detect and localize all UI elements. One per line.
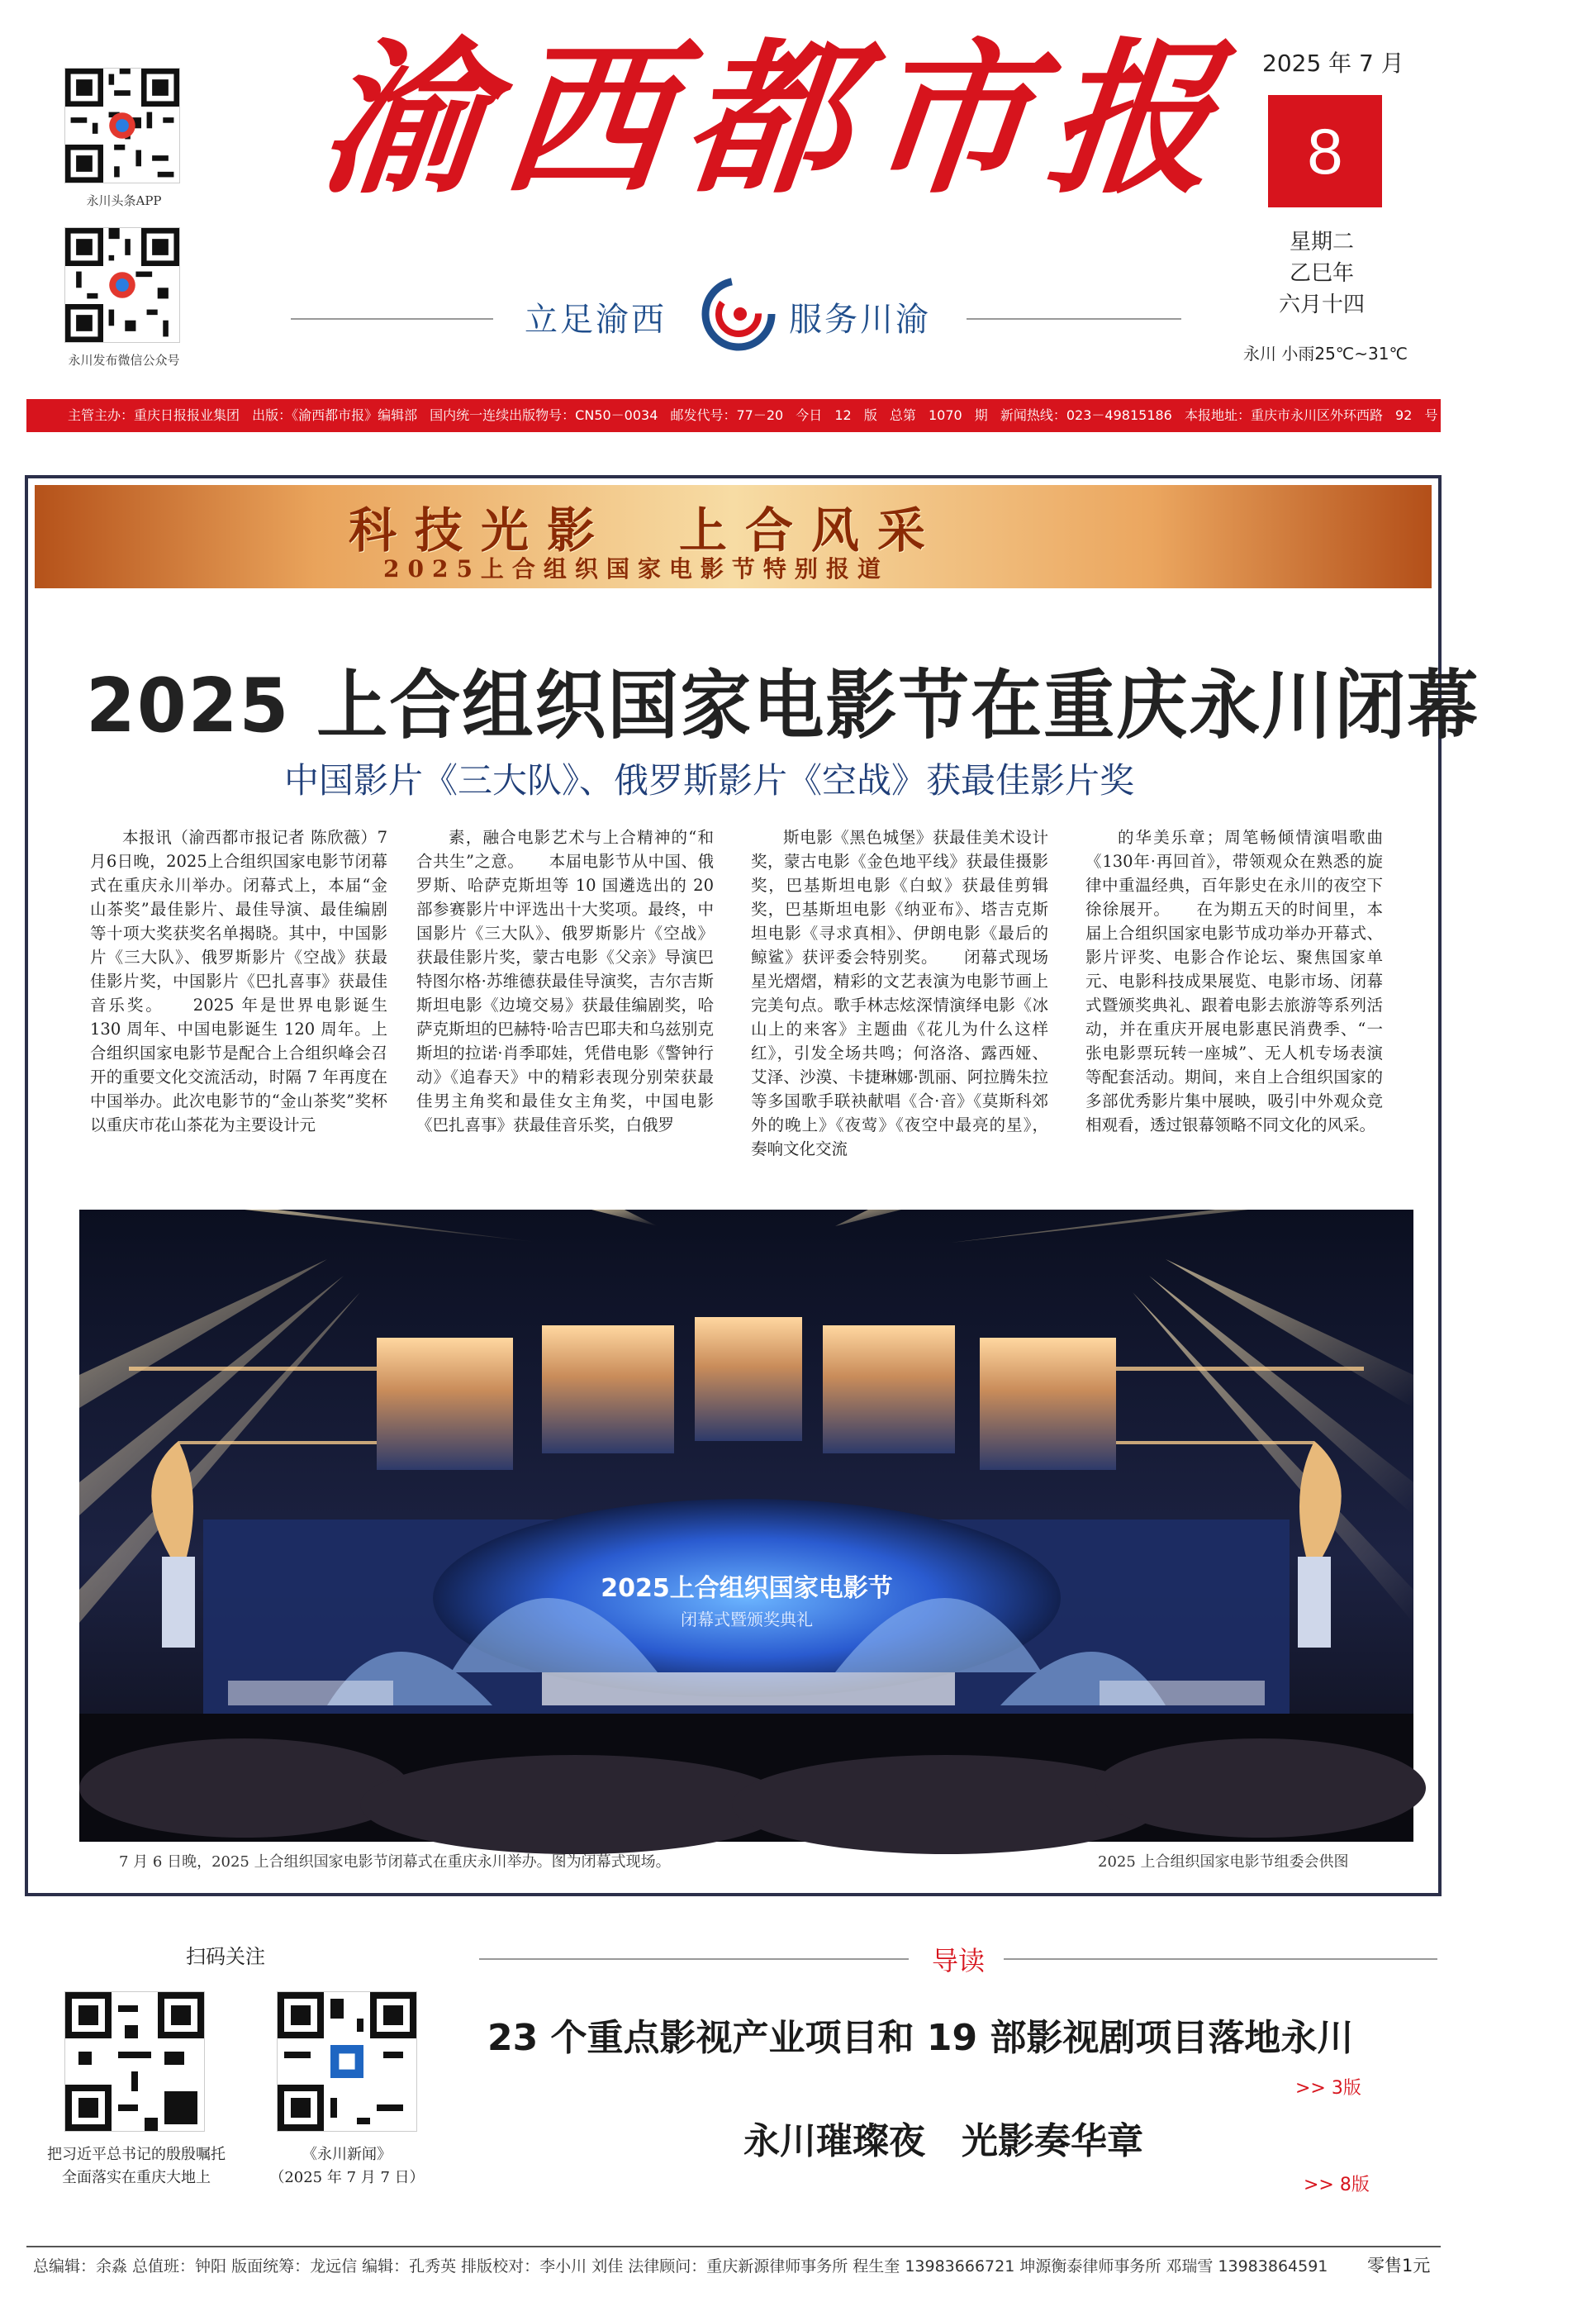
- publication-info-bar: 主管主办：重庆日报报业集团 出版：《渝西都市报》编辑部 国内统一连续出版物号：CN50－0034 邮发代号：77－20 今日 12 版 总第 1070 期 新闻热线：023－49815186 本报地址：重庆市永川区外环西路 92 号 重庆市永川区融媒体中心: [26, 399, 1441, 432]
- banner-subtitle: 2025上合组织国家电影节特别报道: [383, 555, 889, 583]
- qr-pattern-icon: [278, 1992, 416, 2131]
- slogan-divider-right: [967, 318, 1181, 320]
- slogan-left: 立足渝西: [525, 301, 667, 339]
- guide-item-2-title[interactable]: 永川璀璨夜 光影奏华章: [743, 2120, 1143, 2162]
- guide-item-1-page-link[interactable]: >> 3版: [1295, 2078, 1361, 2099]
- stage-illustration: [79, 1210, 1413, 1842]
- issue-ganzhi-year: 乙巳年: [1289, 261, 1354, 286]
- news-qr-caption-1: 《永川新闻》: [302, 2146, 392, 2163]
- news-qr-caption-2: （2025 年 7 月 7 日）: [269, 2169, 425, 2186]
- stage-screen-title: 2025上合组织国家电影节: [601, 1574, 893, 1603]
- wechat-qr-code[interactable]: [64, 227, 180, 343]
- article-column-4: [1085, 825, 1383, 1181]
- issue-year-month: 2025 年 7 月: [1262, 50, 1404, 77]
- wechat-qr-caption: 永川发布微信公众号: [68, 353, 180, 368]
- guide-divider-right: [1004, 1958, 1437, 1960]
- weather-forecast: 永川 小雨25℃~31℃: [1243, 344, 1408, 364]
- guide-divider-left: [479, 1958, 909, 1960]
- editorial-staff-credits: 总编辑：余淼 总值班：钟阳 版面统筹：龙远信 编辑：孔秀英 排版校对：李小川 刘佳 法律顾问：重庆新源律师事务所 程生奎 13983666721 坤源衡泰律师事务所 邓瑞雪 13983864591: [33, 2257, 1328, 2276]
- banner-title: 科技光影 上合风采: [349, 502, 944, 559]
- stage-screen-subtitle: 闭幕式暨颁奖典礼: [681, 1610, 813, 1629]
- closing-ceremony-photo[interactable]: [79, 1210, 1413, 1842]
- lead-headline[interactable]: 2025 上合组织国家电影节在重庆永川闭幕: [86, 662, 1480, 749]
- slogan-divider-left: [291, 318, 493, 320]
- speech-qr-caption-2: 全面落实在重庆大地上: [62, 2169, 211, 2186]
- footer-divider: [26, 2246, 1441, 2247]
- article-column-1: [90, 825, 387, 1181]
- issue-day: 8: [1268, 95, 1382, 207]
- photo-credit: 2025 上合组织国家电影节组委会供图: [1098, 1853, 1349, 1871]
- newspaper-title: 渝西都市报: [311, 22, 1242, 216]
- qr-pattern-icon: [65, 69, 179, 183]
- guide-item-2-page-link[interactable]: >> 8版: [1304, 2175, 1370, 2195]
- article-text: 本报讯（渝西都市报记者 陈欣薇）7月6日晚，2025上合组织国家电影节闭幕式在重庆永川举办。闭幕式上，本届“金山茶奖”最佳影片、最佳导演、最佳编剧等十项大奖获奖名单揭晓。其中，中国影片《三大队》、俄罗斯影片《空战》获最佳影片奖，中国影片《巴扎喜事》获最佳音乐奖。 2025 年是世界电影诞生 130 周年、中国电影诞生 120 周年。上合组织国家电影节是配合上合组织峰会召开的重要文化交流活动，时隔 7 年再度在中国举办。此次电影节的“金山茶奖”奖杯以重庆市花山茶花为主要设计元: [90, 828, 387, 1134]
- news-qr-code[interactable]: [277, 1991, 417, 2132]
- speech-qr-caption-1: 把习近平总书记的殷殷嘱托: [47, 2146, 226, 2163]
- scan-follow-title: 扫码关注: [186, 1945, 265, 1968]
- lead-story-frame: [25, 475, 1480, 1896]
- photo-caption: 7 月 6 日晚，2025 上合组织国家电影节闭幕式在重庆永川举办。图为闭幕式现场。: [119, 1853, 671, 1871]
- article-column-2: [416, 825, 714, 1181]
- issue-lunar-date: 六月十四: [1278, 292, 1365, 317]
- guide-title: 导读: [932, 1945, 986, 1976]
- slogan-right: 服务川渝: [789, 301, 931, 339]
- newspaper-logo-icon: [697, 273, 780, 355]
- guide-item-1-title[interactable]: 23 个重点影视产业项目和 19 部影视剧项目落地永川: [487, 2017, 1354, 2059]
- app-qr-caption: 永川头条APP: [86, 193, 162, 208]
- article-text: 斯电影《黑色城堡》获最佳美术设计奖，蒙古电影《金色地平线》获最佳摄影奖，巴基斯坦电影《白蚁》获最佳剪辑奖，巴基斯坦电影《纳亚布》、塔吉克斯坦电影《寻求真相》、伊朗电影《最后的鲸鲨》获评委会特别奖。 闭幕式现场星光熠熠，精彩的文艺表演为电影节画上完美句点。歌手林志炫深情演绎电影《冰山上的来客》主题曲《花儿为什么这样红》，引发全场共鸣；何洛洛、露西娅、艾泽、沙漠、卡捷琳娜·凯丽、阿拉腾朱拉等多国歌手联袂献唱《合·音》《莫斯科郊外的晚上》《夜莺》《夜空中最亮的星》，奏响文化交流: [751, 828, 1048, 1158]
- issue-weekday: 星期二: [1289, 230, 1354, 254]
- special-report-banner: [35, 485, 1432, 588]
- speech-qr-code[interactable]: [64, 1991, 205, 2132]
- qr-pattern-icon: [65, 1992, 204, 2131]
- article-text: 的华美乐章；周笔畅倾情演唱歌曲《130年·再回首》，带领观众在熟悉的旋律中重温经典，百年影史在永川的夜空下徐徐展开。 在为期五天的时间里，本届上合组织国家电影节成功举办开幕式、影片评奖、电影合作论坛、聚焦国家单元、电影科技成果展览、电影市场、闭幕式暨颁奖典礼、跟着电影去旅游等系列活动，并在重庆开展电影惠民消费季、“一张电影票玩转一座城”、无人机专场表演等配套活动。期间，来自上合组织国家的多部优秀影片集中展映，吸引中外观众竞相观看，透过银幕领略不同文化的风采。: [1085, 828, 1383, 1134]
- article-column-3: [751, 825, 1048, 1181]
- qr-pattern-icon: [65, 228, 179, 342]
- app-qr-code[interactable]: [64, 68, 180, 183]
- retail-price: 零售1元: [1367, 2256, 1431, 2276]
- article-text: 素，融合电影艺术与上合精神的“和合共生”之意。 本届电影节从中国、俄罗斯、哈萨克斯坦等 10 国遴选出的 20 部参赛影片中评选出十大奖项。最终，中国影片《三大队》、俄罗斯影片《空战》获最佳影片奖，蒙古电影《父亲》导演巴特图尔格·苏维德获最佳导演奖，吉尔吉斯斯坦电影《边境交易》获最佳编剧奖，哈萨克斯坦的巴赫特·哈吉巴耶夫和乌兹别克斯坦的拉诺·肖季耶娃，凭借电影《警钟行动》《追春天》中的精彩表现分别荣获最佳男主角奖和最佳女主角奖，中国电影《巴扎喜事》获最佳音乐奖，白俄罗: [416, 828, 714, 1134]
- lead-subhead: 中国影片《三大队》、俄罗斯影片《空战》获最佳影片奖: [284, 760, 1135, 801]
